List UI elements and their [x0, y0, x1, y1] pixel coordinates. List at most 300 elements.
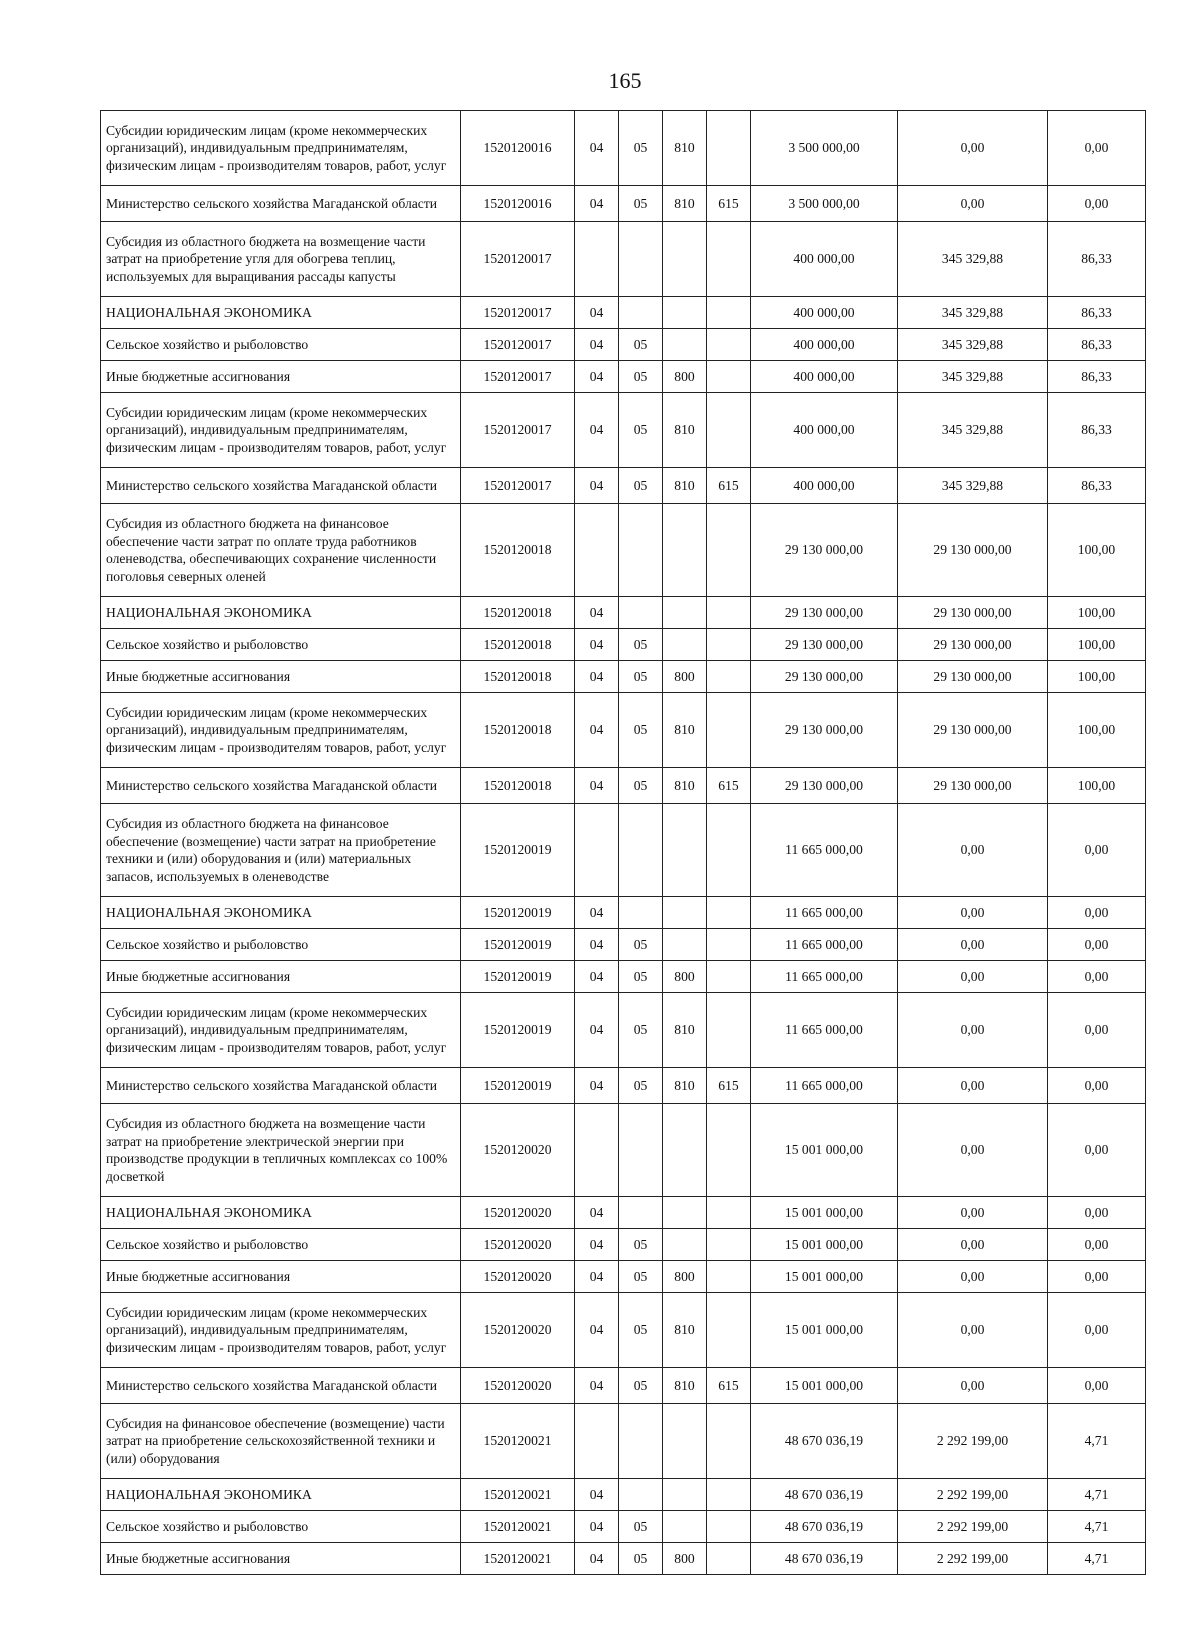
expense-type-cell: 810 — [663, 993, 707, 1068]
execution-percent-cell: 86,33 — [1048, 297, 1146, 329]
target-code-cell: 1520120018 — [461, 661, 575, 693]
execution-percent-cell: 86,33 — [1048, 361, 1146, 393]
executed-amount-cell: 345 329,88 — [898, 297, 1048, 329]
executed-amount-cell: 29 130 000,00 — [898, 693, 1048, 768]
target-code-cell: 1520120017 — [461, 468, 575, 504]
target-code-cell: 1520120020 — [461, 1261, 575, 1293]
execution-percent-cell: 0,00 — [1048, 1229, 1146, 1261]
table-row — [101, 1543, 1146, 1575]
executed-amount-cell: 345 329,88 — [898, 222, 1048, 297]
row-name-cell: Субсидии юридическим лицам (кроме некоммерческих организаций), индивидуальным предпринимателям, физическим лицам - производителям товаров, работ, услуг — [101, 111, 461, 186]
subsection-cell — [619, 1104, 663, 1197]
administrator-code-cell — [707, 1479, 751, 1511]
subsection-cell: 05 — [619, 661, 663, 693]
administrator-code-cell — [707, 897, 751, 929]
expense-type-cell — [663, 504, 707, 597]
table-row — [101, 1404, 1146, 1479]
row-name-cell: Иные бюджетные ассигнования — [101, 961, 461, 993]
row-name-cell: НАЦИОНАЛЬНАЯ ЭКОНОМИКА — [101, 1197, 461, 1229]
table-row — [101, 1293, 1146, 1368]
subsection-cell: 05 — [619, 186, 663, 222]
table-row — [101, 504, 1146, 597]
expense-type-cell: 810 — [663, 693, 707, 768]
section-cell: 04 — [575, 361, 619, 393]
planned-amount-cell: 48 670 036,19 — [751, 1404, 898, 1479]
target-code-cell: 1520120017 — [461, 361, 575, 393]
subsection-cell — [619, 504, 663, 597]
section-cell: 04 — [575, 929, 619, 961]
table-row — [101, 929, 1146, 961]
subsection-cell: 05 — [619, 768, 663, 804]
execution-percent-cell: 0,00 — [1048, 993, 1146, 1068]
table-row — [101, 468, 1146, 504]
administrator-code-cell — [707, 1104, 751, 1197]
administrator-code-cell: 615 — [707, 1068, 751, 1104]
table-row — [101, 393, 1146, 468]
table-row — [101, 1261, 1146, 1293]
execution-percent-cell: 0,00 — [1048, 1197, 1146, 1229]
target-code-cell: 1520120018 — [461, 768, 575, 804]
execution-percent-cell: 0,00 — [1048, 929, 1146, 961]
table-row — [101, 804, 1146, 897]
section-cell: 04 — [575, 393, 619, 468]
row-name-cell: Министерство сельского хозяйства Магаданской области — [101, 186, 461, 222]
subsection-cell: 05 — [619, 1068, 663, 1104]
table-body — [101, 111, 1146, 1575]
execution-percent-cell: 0,00 — [1048, 1368, 1146, 1404]
execution-percent-cell: 100,00 — [1048, 768, 1146, 804]
execution-percent-cell: 100,00 — [1048, 629, 1146, 661]
executed-amount-cell: 0,00 — [898, 1197, 1048, 1229]
section-cell: 04 — [575, 629, 619, 661]
row-name-cell: НАЦИОНАЛЬНАЯ ЭКОНОМИКА — [101, 297, 461, 329]
section-cell: 04 — [575, 1368, 619, 1404]
section-cell: 04 — [575, 1543, 619, 1575]
row-name-cell: Субсидии юридическим лицам (кроме некоммерческих организаций), индивидуальным предпринимателям, физическим лицам - производителям товаров, работ, услуг — [101, 393, 461, 468]
planned-amount-cell: 11 665 000,00 — [751, 993, 898, 1068]
row-name-cell: Министерство сельского хозяйства Магаданской области — [101, 768, 461, 804]
administrator-code-cell — [707, 1511, 751, 1543]
target-code-cell: 1520120016 — [461, 111, 575, 186]
administrator-code-cell: 615 — [707, 768, 751, 804]
execution-percent-cell: 86,33 — [1048, 222, 1146, 297]
subsection-cell: 05 — [619, 361, 663, 393]
table-row — [101, 1368, 1146, 1404]
administrator-code-cell: 615 — [707, 468, 751, 504]
executed-amount-cell: 0,00 — [898, 1368, 1048, 1404]
subsection-cell: 05 — [619, 1543, 663, 1575]
administrator-code-cell — [707, 329, 751, 361]
section-cell: 04 — [575, 1261, 619, 1293]
planned-amount-cell: 400 000,00 — [751, 297, 898, 329]
expense-type-cell — [663, 1197, 707, 1229]
table-row — [101, 597, 1146, 629]
expense-type-cell: 810 — [663, 768, 707, 804]
row-name-cell: Субсидии юридическим лицам (кроме некоммерческих организаций), индивидуальным предпринимателям, физическим лицам - производителям товаров, работ, услуг — [101, 993, 461, 1068]
executed-amount-cell: 29 130 000,00 — [898, 768, 1048, 804]
row-name-cell: НАЦИОНАЛЬНАЯ ЭКОНОМИКА — [101, 1479, 461, 1511]
executed-amount-cell: 0,00 — [898, 1068, 1048, 1104]
planned-amount-cell: 400 000,00 — [751, 468, 898, 504]
subsection-cell — [619, 1479, 663, 1511]
expense-type-cell: 810 — [663, 111, 707, 186]
administrator-code-cell — [707, 961, 751, 993]
subsection-cell — [619, 222, 663, 297]
row-name-cell: Субсидии юридическим лицам (кроме некоммерческих организаций), индивидуальным предпринимателям, физическим лицам - производителям товаров, работ, услуг — [101, 1293, 461, 1368]
executed-amount-cell: 29 130 000,00 — [898, 504, 1048, 597]
page-number: 165 — [608, 68, 642, 93]
section-cell: 04 — [575, 1293, 619, 1368]
planned-amount-cell: 15 001 000,00 — [751, 1104, 898, 1197]
administrator-code-cell — [707, 393, 751, 468]
planned-amount-cell: 29 130 000,00 — [751, 661, 898, 693]
executed-amount-cell: 2 292 199,00 — [898, 1404, 1048, 1479]
executed-amount-cell: 0,00 — [898, 111, 1048, 186]
target-code-cell: 1520120020 — [461, 1197, 575, 1229]
section-cell — [575, 222, 619, 297]
row-name-cell: Сельское хозяйство и рыболовство — [101, 1511, 461, 1543]
expense-type-cell — [663, 804, 707, 897]
table-row — [101, 768, 1146, 804]
administrator-code-cell — [707, 1229, 751, 1261]
subsection-cell — [619, 804, 663, 897]
target-code-cell: 1520120019 — [461, 804, 575, 897]
expense-type-cell: 800 — [663, 361, 707, 393]
execution-percent-cell: 4,71 — [1048, 1479, 1146, 1511]
target-code-cell: 1520120019 — [461, 929, 575, 961]
expense-type-cell — [663, 1229, 707, 1261]
planned-amount-cell: 15 001 000,00 — [751, 1229, 898, 1261]
execution-percent-cell: 86,33 — [1048, 329, 1146, 361]
target-code-cell: 1520120020 — [461, 1229, 575, 1261]
row-name-cell: Субсидия из областного бюджета на финансовое обеспечение части затрат по оплате труда работников оленеводства, обеспечивающих сохранение численности поголовья северных оленей — [101, 504, 461, 597]
executed-amount-cell: 29 130 000,00 — [898, 597, 1048, 629]
administrator-code-cell — [707, 1197, 751, 1229]
planned-amount-cell: 48 670 036,19 — [751, 1543, 898, 1575]
administrator-code-cell — [707, 804, 751, 897]
execution-percent-cell: 4,71 — [1048, 1543, 1146, 1575]
subsection-cell: 05 — [619, 961, 663, 993]
execution-percent-cell: 0,00 — [1048, 186, 1146, 222]
subsection-cell: 05 — [619, 329, 663, 361]
administrator-code-cell — [707, 661, 751, 693]
executed-amount-cell: 2 292 199,00 — [898, 1511, 1048, 1543]
row-name-cell: Субсидия из областного бюджета на возмещение части затрат на приобретение угля для обогрева теплиц, используемых для выращивания рассады капусты — [101, 222, 461, 297]
expense-type-cell: 810 — [663, 468, 707, 504]
executed-amount-cell: 345 329,88 — [898, 329, 1048, 361]
subsection-cell: 05 — [619, 629, 663, 661]
executed-amount-cell: 0,00 — [898, 186, 1048, 222]
executed-amount-cell: 29 130 000,00 — [898, 629, 1048, 661]
expense-type-cell: 800 — [663, 961, 707, 993]
expense-type-cell: 800 — [663, 1261, 707, 1293]
target-code-cell: 1520120017 — [461, 222, 575, 297]
expense-type-cell — [663, 1479, 707, 1511]
planned-amount-cell: 48 670 036,19 — [751, 1511, 898, 1543]
execution-percent-cell: 0,00 — [1048, 897, 1146, 929]
table-row — [101, 961, 1146, 993]
table-row — [101, 1104, 1146, 1197]
expense-type-cell: 800 — [663, 661, 707, 693]
row-name-cell: НАЦИОНАЛЬНАЯ ЭКОНОМИКА — [101, 597, 461, 629]
section-cell: 04 — [575, 1068, 619, 1104]
execution-percent-cell: 100,00 — [1048, 661, 1146, 693]
row-name-cell: НАЦИОНАЛЬНАЯ ЭКОНОМИКА — [101, 897, 461, 929]
target-code-cell: 1520120018 — [461, 629, 575, 661]
expense-type-cell — [663, 329, 707, 361]
executed-amount-cell: 0,00 — [898, 993, 1048, 1068]
executed-amount-cell: 0,00 — [898, 929, 1048, 961]
target-code-cell: 1520120018 — [461, 504, 575, 597]
subsection-cell — [619, 1197, 663, 1229]
subsection-cell — [619, 597, 663, 629]
expense-type-cell — [663, 297, 707, 329]
target-code-cell: 1520120017 — [461, 297, 575, 329]
row-name-cell: Иные бюджетные ассигнования — [101, 361, 461, 393]
planned-amount-cell: 11 665 000,00 — [751, 961, 898, 993]
target-code-cell: 1520120020 — [461, 1368, 575, 1404]
section-cell — [575, 1104, 619, 1197]
expense-type-cell — [663, 629, 707, 661]
row-name-cell: Иные бюджетные ассигнования — [101, 661, 461, 693]
execution-percent-cell: 0,00 — [1048, 1293, 1146, 1368]
expense-type-cell: 810 — [663, 1293, 707, 1368]
subsection-cell — [619, 297, 663, 329]
table-row — [101, 329, 1146, 361]
target-code-cell: 1520120019 — [461, 1068, 575, 1104]
expense-type-cell — [663, 897, 707, 929]
administrator-code-cell — [707, 361, 751, 393]
subsection-cell: 05 — [619, 111, 663, 186]
expense-type-cell: 800 — [663, 1543, 707, 1575]
row-name-cell: Министерство сельского хозяйства Магаданской области — [101, 1068, 461, 1104]
table-row — [101, 661, 1146, 693]
execution-percent-cell: 0,00 — [1048, 1104, 1146, 1197]
budget-table — [100, 110, 1146, 1575]
execution-percent-cell: 100,00 — [1048, 504, 1146, 597]
section-cell: 04 — [575, 1479, 619, 1511]
executed-amount-cell: 0,00 — [898, 1104, 1048, 1197]
planned-amount-cell: 3 500 000,00 — [751, 111, 898, 186]
section-cell: 04 — [575, 1197, 619, 1229]
subsection-cell: 05 — [619, 1229, 663, 1261]
subsection-cell: 05 — [619, 1293, 663, 1368]
expense-type-cell — [663, 597, 707, 629]
table-row — [101, 1068, 1146, 1104]
target-code-cell: 1520120016 — [461, 186, 575, 222]
planned-amount-cell: 15 001 000,00 — [751, 1293, 898, 1368]
table-row — [101, 993, 1146, 1068]
executed-amount-cell: 0,00 — [898, 1261, 1048, 1293]
section-cell: 04 — [575, 597, 619, 629]
execution-percent-cell: 0,00 — [1048, 804, 1146, 897]
row-name-cell: Иные бюджетные ассигнования — [101, 1543, 461, 1575]
section-cell: 04 — [575, 661, 619, 693]
executed-amount-cell: 0,00 — [898, 804, 1048, 897]
section-cell: 04 — [575, 993, 619, 1068]
section-cell: 04 — [575, 468, 619, 504]
executed-amount-cell: 2 292 199,00 — [898, 1543, 1048, 1575]
target-code-cell: 1520120021 — [461, 1479, 575, 1511]
execution-percent-cell: 0,00 — [1048, 111, 1146, 186]
planned-amount-cell: 400 000,00 — [751, 393, 898, 468]
expense-type-cell: 810 — [663, 1368, 707, 1404]
section-cell: 04 — [575, 1511, 619, 1543]
executed-amount-cell: 29 130 000,00 — [898, 661, 1048, 693]
table-row — [101, 297, 1146, 329]
target-code-cell: 1520120018 — [461, 597, 575, 629]
administrator-code-cell — [707, 929, 751, 961]
target-code-cell: 1520120020 — [461, 1293, 575, 1368]
planned-amount-cell: 48 670 036,19 — [751, 1479, 898, 1511]
executed-amount-cell: 345 329,88 — [898, 468, 1048, 504]
expense-type-cell — [663, 1104, 707, 1197]
section-cell — [575, 504, 619, 597]
target-code-cell: 1520120019 — [461, 961, 575, 993]
expense-type-cell — [663, 929, 707, 961]
administrator-code-cell — [707, 504, 751, 597]
expense-type-cell — [663, 222, 707, 297]
executed-amount-cell: 0,00 — [898, 961, 1048, 993]
target-code-cell: 1520120020 — [461, 1104, 575, 1197]
planned-amount-cell: 15 001 000,00 — [751, 1261, 898, 1293]
target-code-cell: 1520120019 — [461, 993, 575, 1068]
administrator-code-cell — [707, 1404, 751, 1479]
expense-type-cell: 810 — [663, 186, 707, 222]
planned-amount-cell: 400 000,00 — [751, 361, 898, 393]
section-cell: 04 — [575, 897, 619, 929]
administrator-code-cell — [707, 993, 751, 1068]
execution-percent-cell: 86,33 — [1048, 393, 1146, 468]
planned-amount-cell: 400 000,00 — [751, 222, 898, 297]
row-name-cell: Субсидия из областного бюджета на финансовое обеспечение (возмещение) части затрат на приобретение техники и (или) оборудования и (или) материальных запасов, используемых в оленеводстве — [101, 804, 461, 897]
execution-percent-cell: 0,00 — [1048, 1068, 1146, 1104]
execution-percent-cell: 86,33 — [1048, 468, 1146, 504]
table-row — [101, 186, 1146, 222]
section-cell: 04 — [575, 1229, 619, 1261]
administrator-code-cell — [707, 1543, 751, 1575]
planned-amount-cell: 11 665 000,00 — [751, 897, 898, 929]
section-cell: 04 — [575, 111, 619, 186]
section-cell: 04 — [575, 693, 619, 768]
planned-amount-cell: 15 001 000,00 — [751, 1368, 898, 1404]
execution-percent-cell: 4,71 — [1048, 1511, 1146, 1543]
table-row — [101, 1479, 1146, 1511]
subsection-cell: 05 — [619, 468, 663, 504]
table-row — [101, 897, 1146, 929]
subsection-cell: 05 — [619, 1261, 663, 1293]
table-row — [101, 111, 1146, 186]
planned-amount-cell: 11 665 000,00 — [751, 804, 898, 897]
administrator-code-cell — [707, 597, 751, 629]
target-code-cell: 1520120018 — [461, 693, 575, 768]
row-name-cell: Министерство сельского хозяйства Магаданской области — [101, 468, 461, 504]
administrator-code-cell — [707, 1293, 751, 1368]
subsection-cell: 05 — [619, 1511, 663, 1543]
table-row — [101, 629, 1146, 661]
table-row — [101, 1197, 1146, 1229]
section-cell: 04 — [575, 186, 619, 222]
executed-amount-cell: 0,00 — [898, 897, 1048, 929]
executed-amount-cell: 0,00 — [898, 1293, 1048, 1368]
planned-amount-cell: 11 665 000,00 — [751, 929, 898, 961]
executed-amount-cell: 345 329,88 — [898, 361, 1048, 393]
planned-amount-cell: 29 130 000,00 — [751, 504, 898, 597]
planned-amount-cell: 3 500 000,00 — [751, 186, 898, 222]
row-name-cell: Сельское хозяйство и рыболовство — [101, 1229, 461, 1261]
executed-amount-cell: 2 292 199,00 — [898, 1479, 1048, 1511]
planned-amount-cell: 29 130 000,00 — [751, 768, 898, 804]
target-code-cell: 1520120021 — [461, 1511, 575, 1543]
administrator-code-cell — [707, 629, 751, 661]
row-name-cell: Сельское хозяйство и рыболовство — [101, 329, 461, 361]
table-row — [101, 693, 1146, 768]
administrator-code-cell — [707, 222, 751, 297]
section-cell: 04 — [575, 297, 619, 329]
planned-amount-cell: 29 130 000,00 — [751, 693, 898, 768]
subsection-cell: 05 — [619, 929, 663, 961]
subsection-cell: 05 — [619, 993, 663, 1068]
administrator-code-cell: 615 — [707, 186, 751, 222]
row-name-cell: Иные бюджетные ассигнования — [101, 1261, 461, 1293]
subsection-cell: 05 — [619, 393, 663, 468]
row-name-cell: Сельское хозяйство и рыболовство — [101, 929, 461, 961]
subsection-cell: 05 — [619, 693, 663, 768]
subsection-cell — [619, 1404, 663, 1479]
execution-percent-cell: 100,00 — [1048, 597, 1146, 629]
subsection-cell: 05 — [619, 1368, 663, 1404]
planned-amount-cell: 29 130 000,00 — [751, 629, 898, 661]
execution-percent-cell: 4,71 — [1048, 1404, 1146, 1479]
administrator-code-cell — [707, 1261, 751, 1293]
section-cell: 04 — [575, 961, 619, 993]
administrator-code-cell: 615 — [707, 1368, 751, 1404]
row-name-cell: Субсидия на финансовое обеспечение (возмещение) части затрат на приобретение сельскохозяйственной техники и (или) оборудования — [101, 1404, 461, 1479]
row-name-cell: Сельское хозяйство и рыболовство — [101, 629, 461, 661]
execution-percent-cell: 0,00 — [1048, 1261, 1146, 1293]
target-code-cell: 1520120017 — [461, 393, 575, 468]
execution-percent-cell: 100,00 — [1048, 693, 1146, 768]
table-row — [101, 361, 1146, 393]
subsection-cell — [619, 897, 663, 929]
row-name-cell: Министерство сельского хозяйства Магаданской области — [101, 1368, 461, 1404]
expense-type-cell — [663, 1511, 707, 1543]
planned-amount-cell: 11 665 000,00 — [751, 1068, 898, 1104]
row-name-cell: Субсидии юридическим лицам (кроме некоммерческих организаций), индивидуальным предпринимателям, физическим лицам - производителям товаров, работ, услуг — [101, 693, 461, 768]
expense-type-cell: 810 — [663, 1068, 707, 1104]
table-row — [101, 222, 1146, 297]
target-code-cell: 1520120021 — [461, 1543, 575, 1575]
executed-amount-cell: 0,00 — [898, 1229, 1048, 1261]
administrator-code-cell — [707, 111, 751, 186]
administrator-code-cell — [707, 297, 751, 329]
execution-percent-cell: 0,00 — [1048, 961, 1146, 993]
section-cell: 04 — [575, 768, 619, 804]
planned-amount-cell: 15 001 000,00 — [751, 1197, 898, 1229]
target-code-cell: 1520120017 — [461, 329, 575, 361]
executed-amount-cell: 345 329,88 — [898, 393, 1048, 468]
row-name-cell: Субсидия из областного бюджета на возмещение части затрат на приобретение электрической энергии при производстве продукции в тепличных комплексах со 100% досветкой — [101, 1104, 461, 1197]
planned-amount-cell: 400 000,00 — [751, 329, 898, 361]
target-code-cell: 1520120021 — [461, 1404, 575, 1479]
section-cell: 04 — [575, 329, 619, 361]
planned-amount-cell: 29 130 000,00 — [751, 597, 898, 629]
administrator-code-cell — [707, 693, 751, 768]
expense-type-cell: 810 — [663, 393, 707, 468]
expense-type-cell — [663, 1404, 707, 1479]
table-row — [101, 1511, 1146, 1543]
section-cell — [575, 1404, 619, 1479]
